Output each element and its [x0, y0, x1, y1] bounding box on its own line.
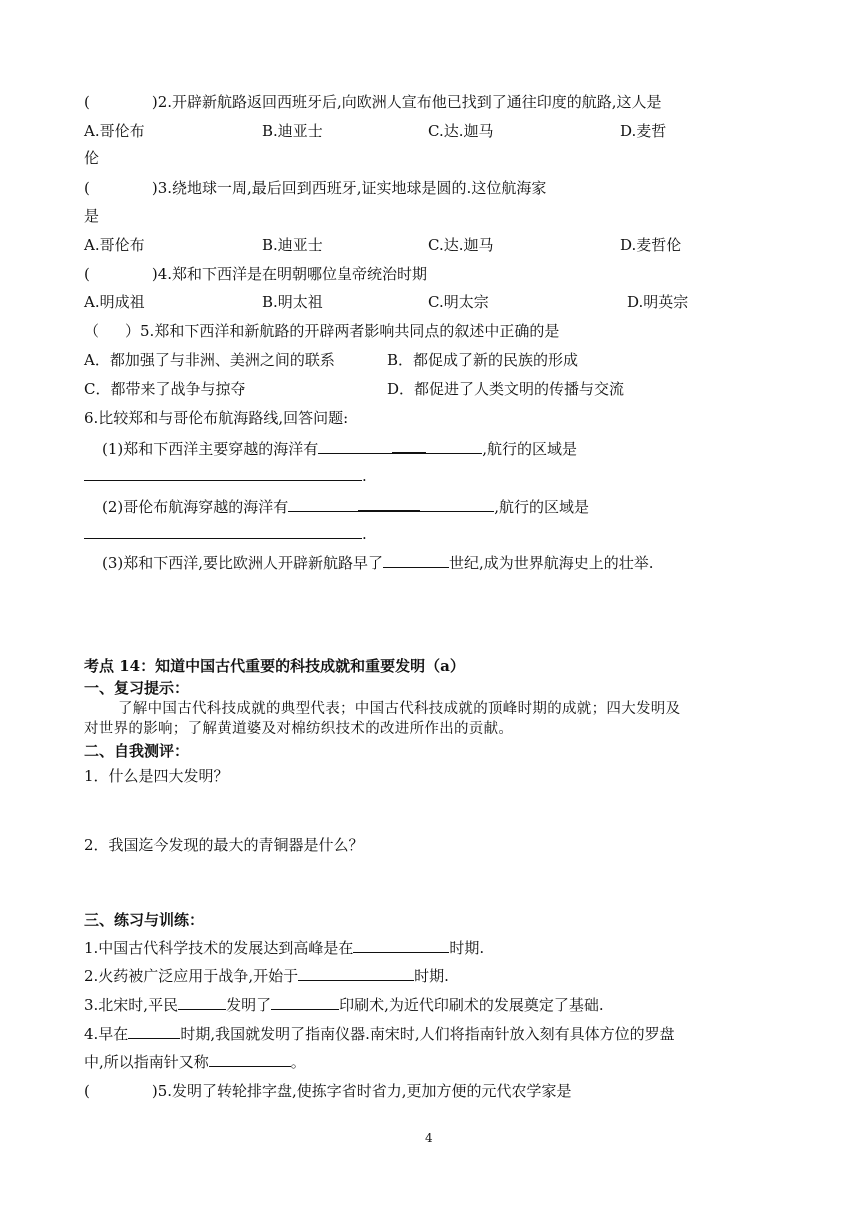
- practice-question-2: 2.火药被广泛应用于战争,开始于 时期.: [84, 967, 449, 985]
- option-a: A.哥伦布: [84, 236, 145, 254]
- self-test-heading: 二、自我测评：: [84, 742, 190, 760]
- self-test-question-2: 2．我国迄今发现的最大的青铜器是什么？: [84, 836, 364, 854]
- option-c: C．都带来了战争与掠夺: [84, 380, 246, 398]
- option-a: A.明成祖: [84, 293, 145, 311]
- section-heading: 考点 14：知道中国古代重要的科技成就和重要发明（a）: [84, 657, 465, 675]
- option-d: D.麦哲伦: [620, 236, 682, 254]
- option-b: B.明太祖: [262, 293, 323, 311]
- answer-blank[interactable]: [84, 524, 362, 539]
- question-6-part-1: (1)郑和下西洋主要穿越的海洋有 ,航行的区域是: [102, 440, 578, 458]
- practice-heading: 三、练习与训练：: [84, 911, 205, 929]
- answer-blank[interactable]: [288, 497, 358, 512]
- answer-blank[interactable]: [420, 497, 494, 512]
- answer-blank[interactable]: [271, 995, 339, 1010]
- question-6-part-3: (3)郑和下西洋,要比欧洲人开辟新航路早了 世纪,成为世界航海史上的壮举.: [102, 554, 654, 572]
- answer-blank[interactable]: [353, 938, 449, 953]
- answer-blank[interactable]: [392, 438, 426, 454]
- option-d: D．都促进了人类文明的传播与交流: [387, 380, 625, 398]
- review-hint-heading: 一、复习提示：: [84, 679, 190, 697]
- answer-blank[interactable]: [318, 439, 392, 454]
- practice-question-4-line2: 中,所以指南针又称 。: [84, 1053, 306, 1071]
- option-a: A.哥伦布: [84, 122, 145, 140]
- question-6-part-2: (2)哥伦布航海穿越的海洋有 ,航行的区域是: [102, 498, 590, 516]
- answer-blank[interactable]: [84, 466, 362, 481]
- question-2: ( )2.开辟新航路返回西班牙后,向欧洲人宣布他已找到了通往印度的航路,这人是: [84, 93, 662, 111]
- question-3-wrap: 是: [84, 207, 100, 225]
- practice-question-4: 4.早在 时期,我国就发明了指南仪器.南宋时,人们将指南针放入刻有具体方位的罗盘: [84, 1025, 675, 1043]
- option-a: A．都加强了与非洲、美洲之间的联系: [84, 351, 335, 369]
- review-hint-line-1: 了解中国古代科技成就的典型代表；中国古代科技成就的顶峰时期的成就；四大发明及: [118, 701, 681, 717]
- option-c: C.达.迦马: [428, 122, 494, 140]
- practice-question-5: ( )5.发明了转轮排字盘,使拣字省时省力,更加方便的元代农学家是: [84, 1082, 572, 1100]
- review-hint-line-2: 对世界的影响；了解黄道婆及对棉纺织技术的改进所作出的贡献。: [84, 721, 514, 737]
- question-6-title: 6.比较郑和与哥伦布航海路线,回答问题:: [84, 409, 349, 427]
- option-b: B.迪亚士: [262, 236, 323, 254]
- page-number: 4: [425, 1131, 433, 1145]
- practice-question-3: 3.北宋时,平民 发明了 印刷术,为近代印刷术的发展奠定了基础.: [84, 996, 604, 1014]
- answer-blank[interactable]: [128, 1024, 180, 1039]
- option-d-wrap: 伦: [84, 149, 100, 167]
- question-3: ( )3.绕地球一周,最后回到西班牙,证实地球是圆的.这位航海家: [84, 179, 547, 197]
- practice-question-1: 1.中国古代科学技术的发展达到高峰是在 时期.: [84, 939, 485, 957]
- answer-blank[interactable]: [383, 553, 449, 568]
- self-test-question-1: 1．什么是四大发明？: [84, 767, 229, 785]
- question-5: （ ）5.郑和下西洋和新航路的开辟两者影响共同点的叙述中正确的是: [84, 322, 560, 340]
- answer-blank[interactable]: [358, 496, 420, 512]
- option-b: B.迪亚士: [262, 122, 323, 140]
- answer-blank[interactable]: [209, 1052, 291, 1067]
- answer-blank[interactable]: [298, 966, 414, 981]
- option-d: D.麦哲: [620, 122, 667, 140]
- option-c: C.达.迦马: [428, 236, 494, 254]
- question-4: ( )4.郑和下西洋是在明朝哪位皇帝统治时期: [84, 265, 428, 283]
- option-c: C.明太宗: [428, 293, 489, 311]
- option-b: B．都促成了新的民族的形成: [387, 351, 579, 369]
- question-6-part-2-line2: .: [84, 524, 367, 544]
- question-6-part-1-line2: .: [84, 466, 367, 486]
- answer-blank[interactable]: [178, 995, 226, 1010]
- option-d: D.明英宗: [627, 293, 689, 311]
- answer-blank[interactable]: [426, 439, 482, 454]
